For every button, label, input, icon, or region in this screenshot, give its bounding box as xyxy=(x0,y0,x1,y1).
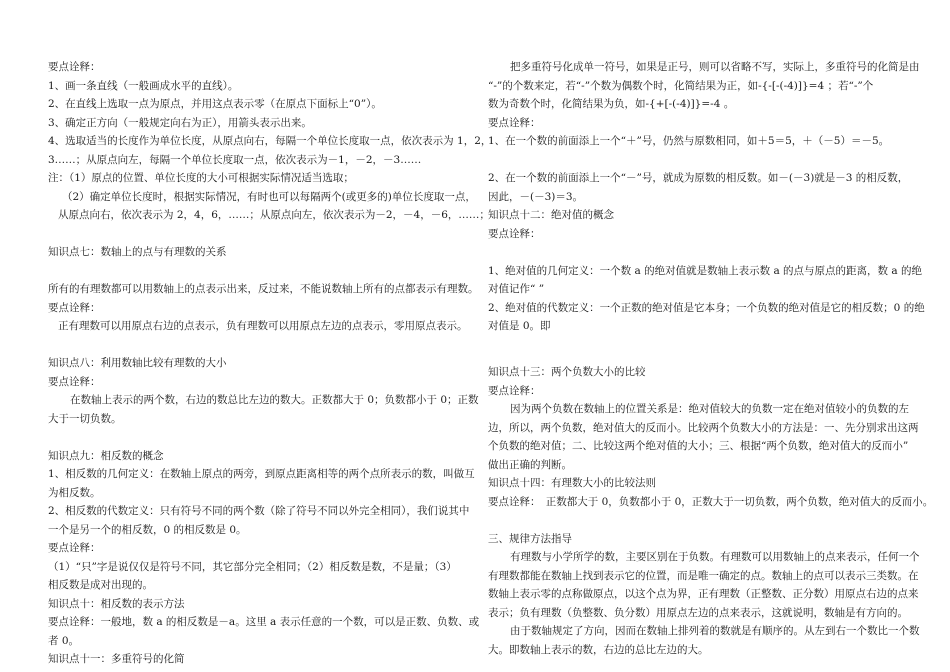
text-line: 要点诠释：一般地，数 a 的相反数是－a。这里 a 表示任意的一个数，可以是正数、负数、或 xyxy=(48,616,480,628)
text-line: 2、在直线上选取一点为原点，并用这点表示零（在原点下面标上“0”）。 xyxy=(48,98,382,110)
text-line: 有理数与小学所学的数，主要区别在于负数。有理数可以用数轴上的点来表示，任何一个 xyxy=(510,551,920,563)
text-line: 一个是另一个的相反数，0 的相反数是 0。 xyxy=(48,523,247,536)
text-line: 从原点向右，依次表示为 2，4，6，……；从原点向左，依次表示为－2，－4，－6，……； xyxy=(58,209,490,221)
text-line: 者 0。 xyxy=(48,634,80,647)
text-line: 1、在一个数的前面添上一个“＋”号，仍然与原数相同，如＋5＝5，＋（－5）＝－5。 xyxy=(488,135,890,147)
text-line: 要点诠释： xyxy=(488,227,541,240)
text-line: 2、在一个数的前面添上一个“－”号，就成为原数的相反数。如－(－3)就是－3 的相反数， xyxy=(488,172,909,184)
section-heading: 知识点九：相反数的概念 xyxy=(48,449,164,462)
left-column xyxy=(48,58,492,669)
text-line: 正有理数可以用原点右边的点表示，负有理数可以用原点左边的点表示，零用原点表示。 xyxy=(58,320,468,332)
section-heading: 知识点十一：多重符号的化简 xyxy=(48,653,185,665)
text-line: 因为两个负数在数轴上的位置关系是：绝对值较大的负数一定在绝对值较小的负数的左 xyxy=(510,403,909,415)
text-line: 大于一切负数。 xyxy=(48,412,122,425)
text-line: 要点诠释： xyxy=(488,384,541,397)
text-line: 对值记作“ ” xyxy=(488,283,545,295)
section-heading: 知识点七：数轴上的点与有理数的关系 xyxy=(48,246,227,258)
text-line: 做出正确的判断。 xyxy=(488,458,572,471)
text-line: 数为奇数个时，化简结果为负，如-{+[-(-4)]}=-4 。 xyxy=(488,98,735,110)
text-line: 要点诠释： xyxy=(48,542,101,554)
text-line: （2）确定单位长度时，根据实际情况，有时也可以每隔两个(或更多的)单位长度取一点， xyxy=(62,190,476,203)
text-line: 注：（1）原点的位置、单位长度的大小可根据实际情况适当选取； xyxy=(48,172,354,184)
section-heading: 知识点十二：绝对值的概念 xyxy=(488,209,614,221)
text-line: 3、确定正方向（一般规定向右为正），用箭头表示出来。 xyxy=(48,116,312,129)
text-line: 1、相反数的几何定义：在数轴上原点的两旁，到原点距离相等的两个点所表示的数，叫做互 xyxy=(48,468,475,480)
text-line: 边，所以，两个负数，绝对值大的反而小。比较两个负数大小的方法是：一、先分别求出这两 xyxy=(488,421,919,434)
text-line: 表示；负有理数（负整数、负分数）用原点左边的点来表示，这就说明，数轴是有方向的。 xyxy=(488,606,908,619)
text-line: 有理数都能在数轴上找到表示它的位置，而是唯一确定的点。数轴上的点可以表示三类数。在 xyxy=(488,569,919,582)
text-line: 由于数轴规定了方向，因而在数轴上排列着的数就是有顺序的。从左到右一个数比一个数 xyxy=(510,625,920,637)
section-heading: 知识点十四：有理数大小的比较法则 xyxy=(488,477,656,489)
text-line: 1、绝对值的几何定义：一个数 a 的绝对值就是数轴上表示数 a 的点与原点的距离，数 a 的绝 xyxy=(488,264,922,277)
text-line: 所有的有理数都可以用数轴上的点表示出来，反过来，不能说数轴上所有的点都表示有理数。 xyxy=(48,283,479,295)
right-column xyxy=(488,58,934,659)
text-line: “-”的个数来定，若“-”个数为偶数个时，化简结果为正，如-{-[-(-4)]}=4 ；若“-”个 xyxy=(488,79,874,92)
text-line: 数轴上表示零的点称做原点，以这个点为界，正有理数（正整数、正分数）用原点右边的点来 xyxy=(488,588,919,600)
text-line: 2、绝对值的代数定义：一个正数的绝对值是它本身；一个负数的绝对值是它的相反数；0 的绝 xyxy=(488,301,925,314)
text-line: 要点诠释： 正数都大于 0，负数都小于 0，正数大于一切负数，两个负数，绝对值大的反而小。 xyxy=(488,495,934,508)
section-heading: 知识点十三：两个负数大小的比较 xyxy=(488,366,646,378)
text-line: 在数轴上表示的两个数，右边的数总比左边的数大。正数都大于 0；负数都小于 0；正数 xyxy=(70,394,479,406)
text-line: 个负数的绝对值；二、比较这两个绝对值的大小；三、根据“两个负数，绝对值大的反而小” xyxy=(488,440,909,452)
text-line: 4、选取适当的长度作为单位长度，从原点向右，每隔一个单位长度取一点，依次表示为 1，2， xyxy=(48,135,492,147)
section-heading: 三、规律方法指导 xyxy=(488,532,572,545)
text-line: 因此，－(－3)＝3。 xyxy=(488,190,584,203)
text-line: 要点诠释： xyxy=(48,375,101,388)
text-line: 把多重符号化成单一符号，如果是正号，则可以省略不写，实际上，多重符号的化简是由 xyxy=(510,61,920,73)
section-heading: 知识点十：相反数的表示方法 xyxy=(48,597,185,610)
text-line: 为相反数。 xyxy=(48,486,101,499)
text-line: 大。即数轴上表示的数，右边的总比左边的大。 xyxy=(488,643,709,656)
text-line: 要点诠释： xyxy=(48,61,101,73)
text-line: 对值是 0。即 xyxy=(488,320,551,332)
text-line: 要点诠释： xyxy=(48,301,101,314)
section-heading: 知识点八：利用数轴比较有理数的大小 xyxy=(48,357,227,369)
text-line: （1）“只”字是说仅仅是符号不同，其它部分完全相同；（2）相反数是数，不是量；（3） xyxy=(48,560,457,573)
text-line: 相反数是成对出现的。 xyxy=(48,579,153,591)
text-line: 1、画一条直线（一般画成水平的直线）。 xyxy=(48,79,239,92)
text-line: 2、相反数的代数定义：只有符号不同的两个数（除了符号不同以外完全相同），我们说其中 xyxy=(48,505,470,517)
text-line: 3……；从原点向左，每隔一个单位长度取一点，依次表示为－1，－2，－3…… xyxy=(48,153,422,166)
text-line: 要点诠释： xyxy=(488,116,541,129)
